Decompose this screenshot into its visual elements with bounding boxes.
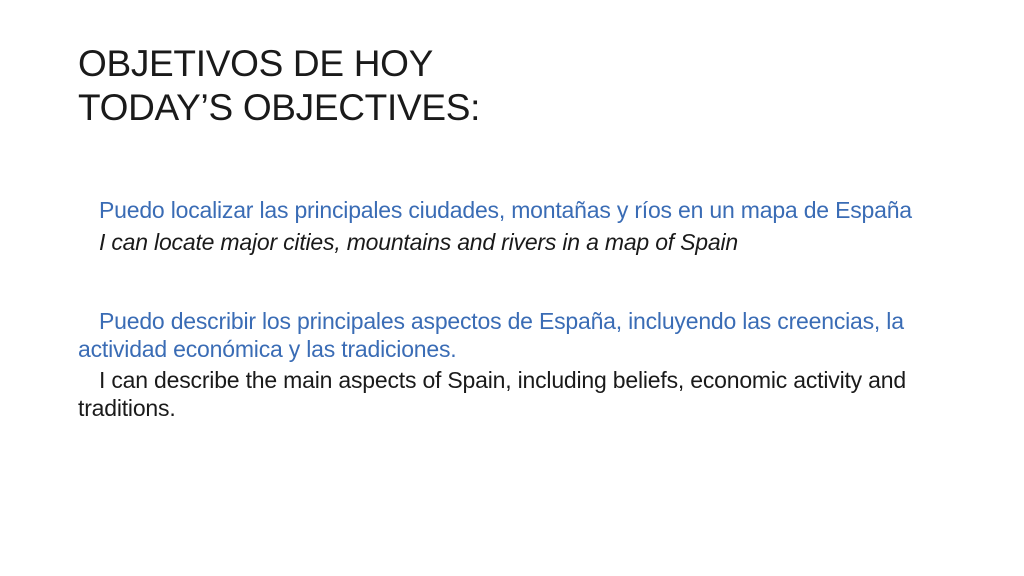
title-line-english: TODAY’S OBJECTIVES: <box>78 87 481 128</box>
objective-1-english: I can locate major cities, mountains and rivers in a map of Spain <box>99 229 738 255</box>
objective-1-spanish: Puedo localizar las principales ciudades, montañas y ríos en un mapa de España <box>99 197 912 223</box>
objective-2-spanish: Puedo describir los principales aspectos de España, incluyendo las creencias, la actividad económica y las tradiciones. <box>78 308 904 362</box>
title-line-spanish: OBJETIVOS DE HOY <box>78 43 433 84</box>
objective-2-english: I can describe the main aspects of Spain, including beliefs, economic activity and traditions. <box>78 367 906 421</box>
objectives-body <box>78 196 958 422</box>
slide-title <box>78 42 958 130</box>
